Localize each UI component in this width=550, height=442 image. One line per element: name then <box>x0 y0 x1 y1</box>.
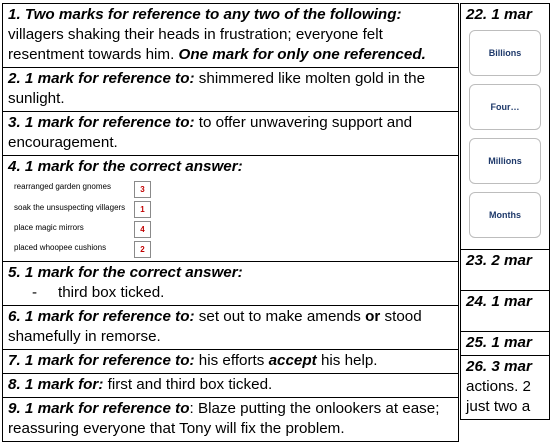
matching-answer-image <box>8 177 453 261</box>
q26-line-3: just two a <box>466 398 531 415</box>
matching-answer-box: 3 <box>134 181 151 198</box>
answer-row-6 <box>3 306 459 350</box>
answer-row-4 <box>3 156 459 262</box>
matching-label: placed whoopee cushions <box>14 243 107 252</box>
q8-text: first and third box ticked. <box>103 376 273 393</box>
answer-row-9 <box>3 398 459 442</box>
q2-text: shimmered like molten gold in the sunlight. <box>8 70 426 107</box>
q6-text-a: set out to make amends <box>194 308 366 325</box>
answer-choice-box: Months <box>469 192 541 238</box>
q26-heading: 3 mar <box>491 358 532 375</box>
q2-heading: 1 mark for reference to: <box>24 70 195 87</box>
q3-number: 3. <box>8 114 21 131</box>
matching-answer-box: 2 <box>134 241 151 258</box>
answer-row-25 <box>461 332 550 356</box>
matching-label: place magic mirrors <box>14 223 84 232</box>
q24-number: 24. <box>466 293 488 310</box>
q23-heading: 2 mar <box>491 252 532 269</box>
answer-row-2 <box>3 68 459 112</box>
q5-number: 5. <box>8 264 21 281</box>
q8-number: 8. <box>8 376 21 393</box>
answer-row-22 <box>461 4 550 250</box>
q5-text: third box ticked. <box>58 284 165 301</box>
answer-row-7 <box>3 350 459 374</box>
q5-heading: 1 mark for the correct answer: <box>24 264 243 281</box>
q1-heading: Two marks for reference to any two of the following: <box>24 6 402 23</box>
q3-heading: 1 mark for reference to: <box>24 114 195 131</box>
q24-heading: 1 mar <box>491 293 532 310</box>
q9-number: 9. <box>8 400 21 417</box>
q1-number: 1. <box>8 6 21 23</box>
answer-choice-box: Millions <box>469 138 541 184</box>
q9-heading: 1 mark for reference to <box>24 400 190 417</box>
q6-or: or <box>365 308 381 325</box>
answer-choice-box: Four… <box>469 84 541 130</box>
q1-text: villagers shaking their heads in frustration; everyone felt resentment towards him. <box>8 26 383 63</box>
q2-number: 2. <box>8 70 21 87</box>
q6-number: 6. <box>8 308 21 325</box>
q23-number: 23. <box>466 252 488 269</box>
q1-tail: One mark for only one referenced. <box>178 46 426 63</box>
q22-number: 22. <box>466 6 488 23</box>
q25-number: 25. <box>466 334 488 351</box>
q6-text-b: stood shamefully in remorse. <box>8 308 422 345</box>
answer-row-5 <box>3 262 459 306</box>
q4-heading: 1 mark for the correct answer: <box>24 158 243 175</box>
q7-accept: accept <box>268 352 317 369</box>
q5-bullet: - <box>32 284 38 301</box>
mark-scheme-right-column <box>460 3 550 420</box>
answer-row-1 <box>3 4 459 68</box>
answer-row-3 <box>3 112 459 156</box>
q7-text-b: his help. <box>316 352 378 369</box>
answer-choice-box: Billions <box>469 30 541 76</box>
answer-row-8 <box>3 374 459 398</box>
q4-number: 4. <box>8 158 21 175</box>
q9-text: : Blaze putting the onlookers at ease; reassuring everyone that Tony will fix the problem. <box>8 400 440 437</box>
q7-text-a: his efforts <box>194 352 269 369</box>
q7-heading: 1 mark for reference to: <box>24 352 195 369</box>
mark-scheme-table-left <box>2 3 459 442</box>
answer-row-26 <box>461 356 550 420</box>
q8-heading: 1 mark for: <box>24 376 104 393</box>
mark-scheme-left-column <box>2 3 459 442</box>
q25-heading: 1 mar <box>491 334 532 351</box>
matching-answer-box: 1 <box>134 201 151 218</box>
answer-row-24 <box>461 291 550 332</box>
q7-number: 7. <box>8 352 21 369</box>
matching-label: soak the unsuspecting villagers <box>14 203 126 212</box>
q22-heading: 1 mar <box>491 6 532 23</box>
q26-number: 26. <box>466 358 488 375</box>
matching-answer-box: 4 <box>134 221 151 238</box>
answer-row-23 <box>461 250 550 291</box>
q3-text: to offer unwavering support and encouragement. <box>8 114 413 151</box>
q6-heading: 1 mark for reference to: <box>24 308 195 325</box>
matching-label: rearranged garden gnomes <box>14 182 111 191</box>
mark-scheme-table-right <box>460 3 550 420</box>
q26-line-2: actions. 2 <box>466 378 532 395</box>
